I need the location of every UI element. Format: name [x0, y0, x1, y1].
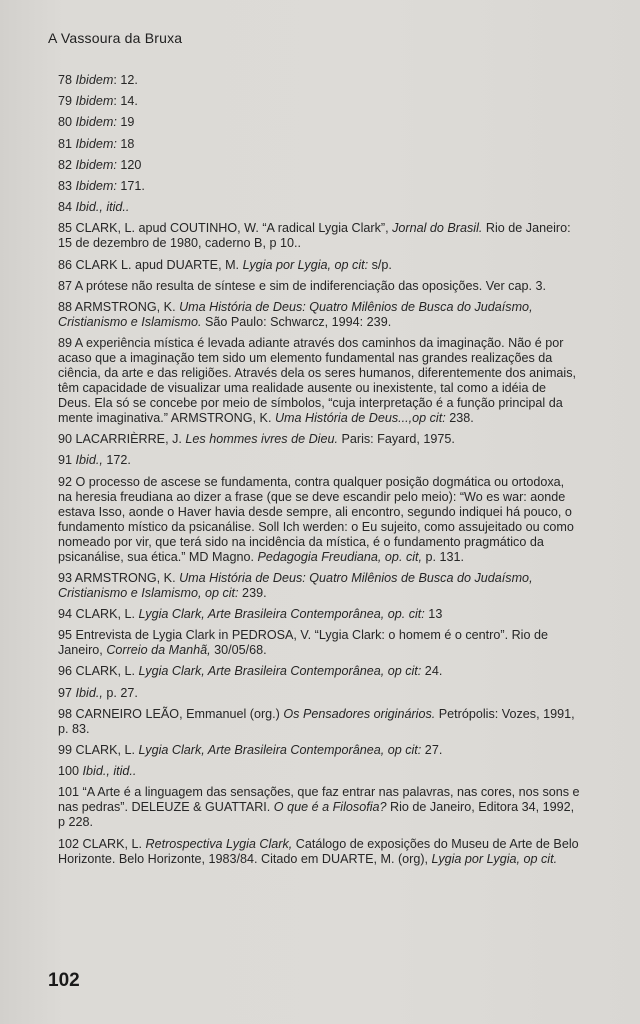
- endnote-italic-text: Ibidem:: [75, 178, 117, 193]
- endnote-italic-text: Os Pensadores originários.: [283, 706, 436, 721]
- endnote: [58, 764, 580, 779]
- endnote-text: Rio de Janeiro, Editora 34, 1992, p 228.: [58, 800, 575, 830]
- endnote: [58, 115, 580, 130]
- endnote-italic-text: Lygia por Lygia, op cit.: [431, 851, 558, 866]
- endnote: [58, 158, 580, 173]
- endnote-italic-text: Ibidem:: [75, 136, 117, 151]
- endnote-text: s/p.: [368, 257, 392, 272]
- endnote-text: 88 ARMSTRONG, K.: [58, 299, 180, 314]
- endnote-text: 80: [58, 115, 76, 130]
- endnote-text: Rio de Janeiro: 15 de dezembro de 1980, caderno B, p 10..: [58, 221, 571, 251]
- endnote-text: 93 ARMSTRONG, K.: [58, 570, 180, 585]
- endnote-text: 30/05/68.: [210, 643, 267, 658]
- endnote-text: : 14.: [113, 94, 138, 109]
- endnote: [58, 432, 580, 447]
- endnote: [58, 179, 580, 194]
- endnote-italic-text: Jornal do Brasil.: [392, 221, 483, 236]
- endnote-text: 98 CARNEIRO LEÃO, Emmanuel (org.): [58, 706, 284, 721]
- endnote-text: 97: [58, 685, 76, 700]
- endnote-text: Petrópolis: Vozes, 1991, p. 83.: [58, 706, 575, 736]
- endnote-text: Catálogo de exposições do Museu de Arte de Belo Horizonte. Belo Horizonte, 1983/84. Citado em DUARTE, M. (org),: [58, 836, 579, 866]
- endnote: [58, 300, 580, 330]
- endnote-text: 238.: [445, 411, 474, 426]
- endnote-text: 27.: [421, 742, 443, 757]
- endnote-italic-text: Ibidem: [75, 94, 114, 109]
- endnote-italic-text: Ibid., itid..: [82, 764, 137, 779]
- endnote-text: 101 “A Arte é a linguagem das sensações, que faz entrar nas palavras, nas cores, nos sons e nas pedras”. DELEUZE & GUATTARI.: [58, 785, 580, 815]
- endnote-text: 100: [58, 764, 83, 779]
- endnote: [58, 785, 580, 830]
- endnote-text: 91: [58, 453, 76, 468]
- endnote-text: 95 Entrevista de Lygia Clark in PEDROSA, V. “Lygia Clark: o homem é o centro”. Rio de Janeiro,: [58, 628, 548, 658]
- endnote-text: 94 CLARK, L.: [58, 607, 139, 621]
- endnote-text: 84: [58, 200, 76, 215]
- endnote-text: 78: [58, 73, 76, 87]
- endnote-text: 19: [116, 115, 135, 130]
- endnote-text: 239.: [238, 585, 267, 600]
- endnote: [58, 73, 580, 88]
- endnote-text: 120: [116, 157, 142, 172]
- endnote-text: 89 A experiência mística é levada adiante através dos caminhos da imaginação. Não é por acaso que a imaginação tem sido um elemento fundamental nas grandes realizações da ciência, da arte e das religiões. Através dela os seres humanos, diferentemente dos animais, têm capacidade de visualizar uma realidade ausente ou inexistente, tal como a idéia de Deus. Ela só se concebe por meio de símbolos, “cuja interpretação é a função principal da mente imaginativa.” ARMSTRONG, K.: [58, 336, 577, 426]
- endnote-italic-text: Ibid.,: [75, 685, 103, 700]
- endnote: [58, 607, 580, 622]
- endnote-text: 86 CLARK L. apud DUARTE, M.: [58, 257, 243, 272]
- endnote-text: Paris: Fayard, 1975.: [337, 432, 455, 447]
- endnote: [58, 837, 580, 867]
- endnote: [58, 336, 580, 426]
- endnote-text: 87 A prótese não resulta de síntese e sim de indiferenciação das oposições. Ver cap. 3.: [58, 278, 546, 293]
- endnote: [58, 279, 580, 294]
- endnote-text: 85 CLARK, L. apud COUTINHO, W. “A radical Lygia Clark”,: [58, 221, 393, 236]
- endnote-italic-text: Ibidem: [75, 73, 114, 87]
- endnote-italic-text: Lygia Clark, Arte Brasileira Contemporânea, op cit:: [138, 742, 422, 757]
- endnote-italic-text: Uma História de Deus...,op cit:: [274, 411, 446, 426]
- endnote-text: 79: [58, 94, 76, 109]
- endnote-italic-text: Ibidem:: [75, 115, 117, 130]
- endnote-italic-text: Les hommes ivres de Dieu.: [185, 432, 338, 447]
- endnote-italic-text: Uma História de Deus: Quatro Milênios de Busca do Judaísmo, Cristianismo e Islamismo.: [58, 299, 533, 329]
- endnote-text: 102 CLARK, L.: [58, 836, 146, 851]
- endnote-text: 92 O processo de ascese se fundamenta, contra qualquer posição dogmática ou ortodoxa, na heresia freudiana ao dizer a frase (que se deve escandir pelo meio): “Wo es war: aonde estava Isso, aonde o Haver havia desde sempre, ali encontro, segundo indiquei há pouco, o fundamento místico da psicanálise. Soll Ich werden: o Eu sujeito, como assujeitado ou como nomeado por vir, que terá sido na incidência da mística, é o fundamento pragmático da psicanálise, sua ética.” MD Magno.: [58, 474, 574, 564]
- endnote-text: 172.: [102, 453, 131, 468]
- endnote-text: 96 CLARK, L.: [58, 664, 139, 679]
- endnote-italic-text: Ibid., itid..: [75, 200, 130, 215]
- endnote-text: 82: [58, 157, 76, 172]
- endnote-text: 171.: [116, 178, 145, 193]
- endnote: [58, 200, 580, 215]
- endnote: [58, 628, 580, 658]
- endnote: [58, 686, 580, 701]
- endnote-italic-text: Correio da Manhã,: [106, 643, 211, 658]
- endnote: [58, 94, 580, 109]
- endnote-italic-text: Ibid.,: [75, 453, 103, 468]
- page-number: 102: [48, 970, 80, 991]
- endnote-italic-text: Lygia Clark, Arte Brasileira Contemporânea, op. cit:: [138, 607, 425, 621]
- endnote-text: 13: [424, 607, 443, 621]
- endnote-text: : 12.: [113, 73, 138, 87]
- endnote-italic-text: Uma História de Deus: Quatro Milênios de Busca do Judaísmo, Cristianismo e Islamismo, op cit:: [58, 570, 533, 600]
- endnote-text: 81: [58, 136, 76, 151]
- endnote: [58, 475, 580, 565]
- endnote-text: p. 131.: [422, 549, 465, 564]
- endnote: [58, 707, 580, 737]
- endnote-italic-text: Ibidem:: [75, 157, 117, 172]
- endnote: [58, 743, 580, 758]
- endnote-italic-text: Pedagogia Freudiana, op. cit,: [257, 549, 423, 564]
- endnote-italic-text: O que é a Filosofia?: [273, 800, 387, 815]
- endnote: [58, 453, 580, 468]
- endnote: [58, 258, 580, 273]
- endnote: [58, 664, 580, 679]
- running-title: A Vassoura da Bruxa: [48, 30, 183, 46]
- endnote-text: 24.: [421, 664, 443, 679]
- endnote-text: 99 CLARK, L.: [58, 742, 139, 757]
- endnote-text: 90 LACARRIÈRRE, J.: [58, 432, 186, 447]
- endnote-text: 18: [116, 136, 135, 151]
- endnote: [58, 221, 580, 251]
- endnote-italic-text: Lygia por Lygia, op cit:: [242, 257, 369, 272]
- endnote-italic-text: Retrospectiva Lygia Clark,: [145, 836, 293, 851]
- endnotes-list: [58, 73, 580, 873]
- endnote-text: 83: [58, 178, 76, 193]
- endnote-italic-text: Lygia Clark, Arte Brasileira Contemporânea, op cit:: [138, 664, 422, 679]
- endnote: [58, 137, 580, 152]
- endnote: [58, 571, 580, 601]
- endnote-text: São Paulo: Schwarcz, 1994: 239.: [201, 314, 392, 329]
- endnote-text: p. 27.: [102, 685, 138, 700]
